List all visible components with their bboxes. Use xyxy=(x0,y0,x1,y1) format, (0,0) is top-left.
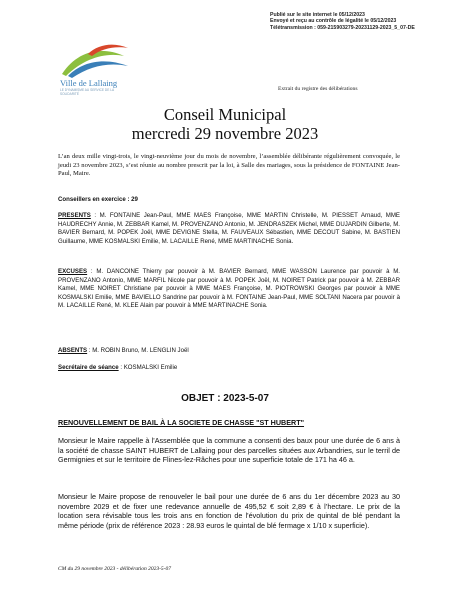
secretaire-label: Secrétaire de séance xyxy=(58,364,119,371)
absents-block xyxy=(58,347,400,356)
stamp-line-teletransmission: Télétransmission : 059-215903279-20231129-2023_5_07-DE xyxy=(270,24,415,31)
absents-label: ABSENTS xyxy=(58,347,88,354)
page-footer: CM du 29 novembre 2023 - délibération 2023-5-07 xyxy=(58,566,171,572)
register-extract-label: Extrait du registre des délibérations xyxy=(278,86,358,92)
presents-list: : M. FONTAINE Jean-Paul, MME MAES Françoise, MME MARTIN Christelle, M. PIESSET Arnaud, MME HAUDRECHY Annie, M. ZEBBAR Kamel, M. PROVENZANO Antonio, M. JENDRASZEK Michel, MME DUJARDIN Gilberte, M. BAVIER Bernard, M. POPEK Joël, MME DEVIGNE Stella, M. FAUVEAUX Sébastien, MME DECOUT Sabine, M. BASTIEN Guillaume, MME KOSMALSKI Emilie, M. LACAILLE René, MME MARTINACHE Sonia. xyxy=(58,212,400,245)
paragraph-proposition: Monsieur le Maire propose de renouveler le bail pour une durée de 6 ans du 1er décembre 2023 au 30 novembre 2029 et de fixer une redevance annuelle de 495,52 € soit 2,89 € à l’hectare. Le prix de la location sera révisable tous les trois ans en fonction de l’évolution du prix de quintal de blé pendant la même période (prix de référence 2023 : 28.93 euros le quintal de blé fermage x 1/10 x superficie). xyxy=(58,492,400,530)
section-title: RENOUVELLEMENT DE BAIL À LA SOCIETE DE CHASSE "ST HUBERT" xyxy=(58,418,305,427)
secretaire-name: : KOSMALSKI Emilie xyxy=(118,364,178,371)
objet-heading: OBJET : 2023-5-07 xyxy=(181,393,269,404)
presents-block xyxy=(58,212,400,246)
intro-paragraph: L’an deux mille vingt-trois, le vingt-neuvième jour du mois de novembre, l’assemblée délibérante régulièrement convoquée, le jeudi 23 novembre 2023, s’est réunie au nombre prescrit par la loi, à Salle des mariages, sous la présidence de FONTAINE Jean-Paul, Maire. xyxy=(58,153,400,178)
conseillers-count xyxy=(58,196,400,205)
stamp-line-sent: Envoyé et reçu au contrôle de légalité le 05/12/2023 xyxy=(270,18,397,25)
meeting-date: mercredi 29 novembre 2023 xyxy=(131,124,319,143)
absents-list: : M. ROBIN Bruno, M. LENGLIN Joël xyxy=(87,347,189,354)
secretaire-block xyxy=(58,364,400,373)
stamp-line-published: Publié sur le site internet le 05/12/2023 xyxy=(270,12,365,18)
paragraph-rappel: Monsieur le Maire rappelle à l’Assemblée que la commune a consenti des baux pour une durée de 6 ans à la société de chasse SAINT HUBERT de Lallaing pour des parcelles situées aux Arbandries, sur le terril de Germignies et sur le territoire de Flines-lez-Râches pour une superficie totale de 171 ha 46 a. xyxy=(58,436,400,465)
presents-label: PRESENTS xyxy=(58,212,91,219)
document-title: Conseil Municipal xyxy=(163,105,287,124)
logo-tagline: LE DYNAMISME AU SERVICE DE LA SOLIDARITÉ xyxy=(60,88,114,96)
logo-town-name: Ville de Lallaing xyxy=(60,78,118,88)
excuses-block xyxy=(58,268,400,311)
transmission-stamp xyxy=(270,12,445,31)
excuses-list: : M. DANCOINE Thierry par pouvoir à M. BAVIER Bernard, MME WASSON Laurence par pouvoir à M. PROVENZANO Antonio, MME MARFIL Nicole par pouvoir à M. POPEK Joël, M. NOIRET Patrick par pouvoir à M. ZEBBAR Kamel, MME NOIRET Christiane par pouvoir à MME MAES Françoise, M. PIOTROWSKI Georges par pouvoir à MME KOSMALSKI Emilie, MME BAVIELLO Sandrine par pouvoir à M. FONTAINE Jean-Paul, MME SOLTANI Nacera par pouvoir à M. LACAILLE René, M. KLEE Alain par pouvoir à MME MARTINACHE Sonia. xyxy=(58,268,400,310)
conseillers-label: Conseillers en exercice : 29 xyxy=(58,196,138,203)
excuses-label: EXCUSES xyxy=(58,268,88,275)
